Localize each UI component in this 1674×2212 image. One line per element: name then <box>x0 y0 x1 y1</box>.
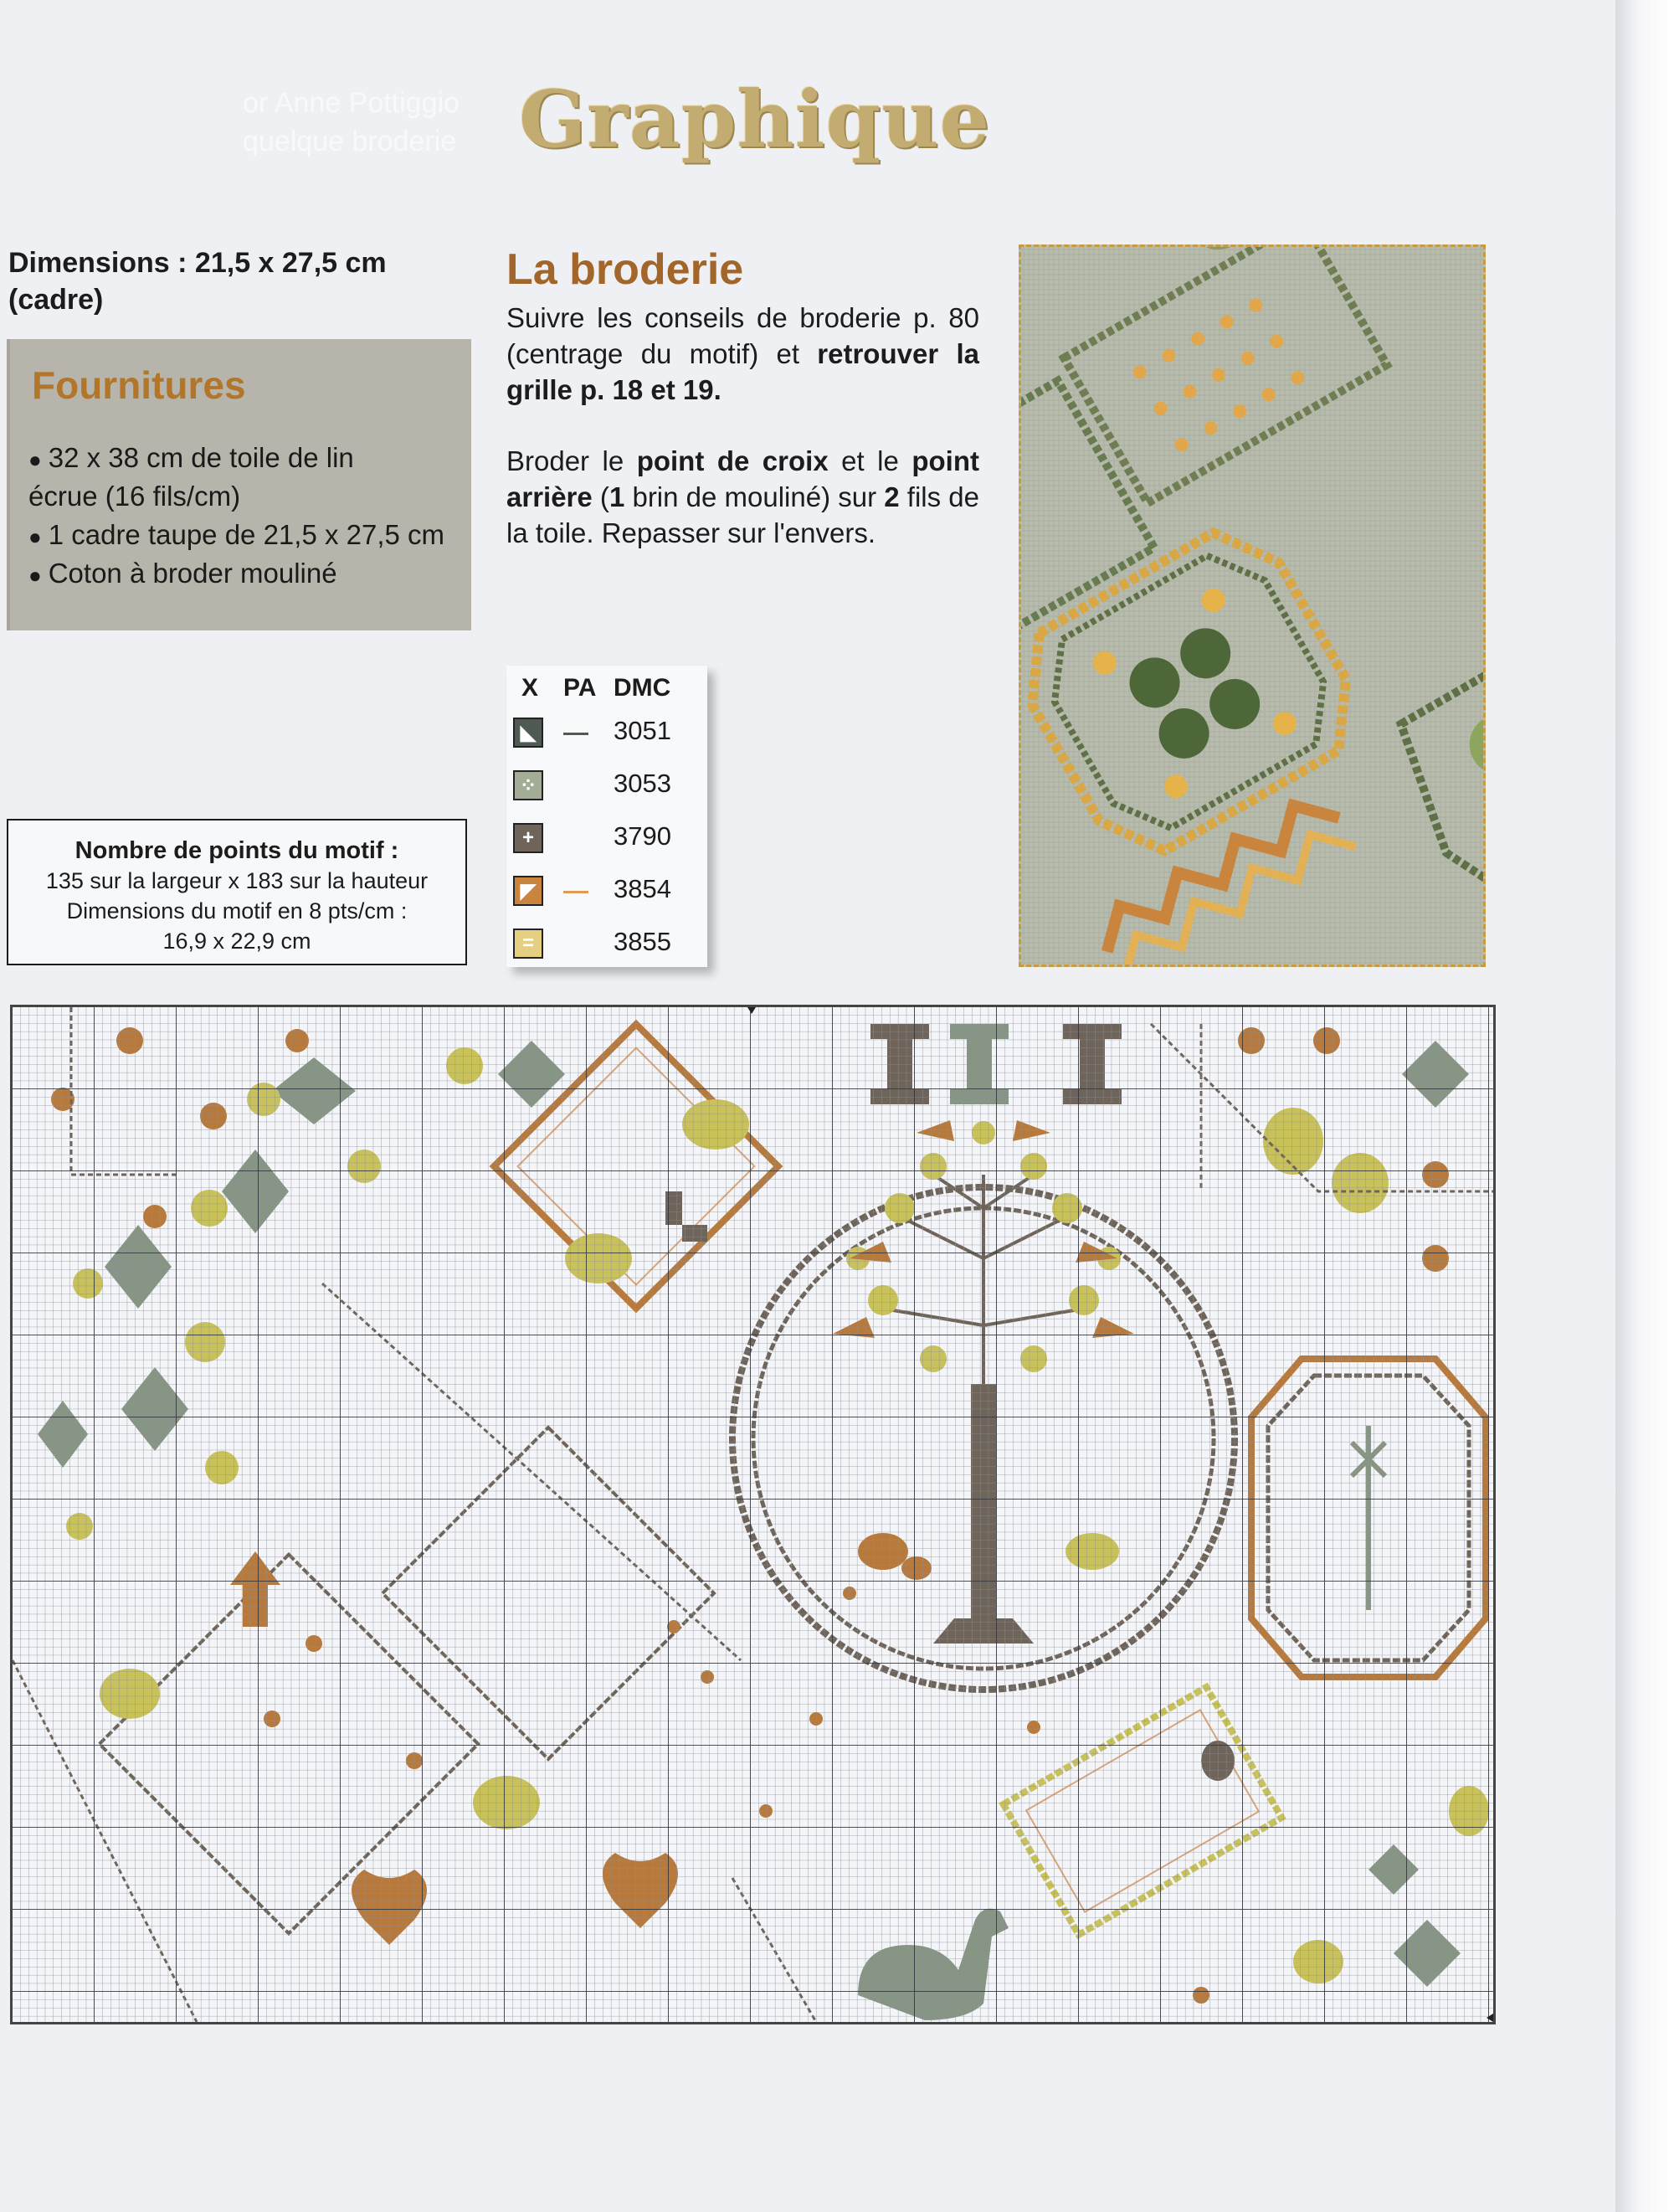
key-row <box>506 866 707 916</box>
stitch-count-box: Nombre de points du motif : 135 sur la largeur x 183 sur la hauteur Dimensions du motif en 8 pts/cm : 16,9 x 22,9 cm <box>7 819 467 965</box>
color-swatch-icon: ⁘ <box>513 770 543 800</box>
color-swatch-icon: = <box>513 929 543 959</box>
photo-illustration <box>1021 247 1483 965</box>
dmc-number: 3051 <box>614 716 671 745</box>
dmc-number: 3854 <box>614 874 671 903</box>
page-title: Graphique <box>519 74 991 166</box>
bleed-through-text: or Anne Pottiggio quelque broderie <box>243 87 460 157</box>
key-row <box>506 918 707 969</box>
list-item: ● Coton à broder mouliné <box>28 555 480 594</box>
dmc-number: 3053 <box>614 769 671 798</box>
embroidery-paragraph-1: Suivre les conseils de broderie p. 80 (centrage du motif) et retrouver la grille p. 18 et 19. <box>506 302 979 405</box>
page-edge <box>1615 0 1674 2212</box>
key-header: X PA DMC <box>521 674 671 702</box>
dmc-number: 3855 <box>614 927 671 956</box>
embroidery-paragraph-2: Broder le point de croix et le point arrière (1 brin de mouliné) sur 2 fils de la toile. Repasser sur l'envers. <box>506 445 980 548</box>
key-row <box>506 760 707 810</box>
list-item: ● 1 cadre taupe de 21,5 x 27,5 cm <box>28 517 480 555</box>
list-item: ● 32 x 38 cm de toile de lin <box>28 440 480 478</box>
color-swatch-icon: + <box>513 823 543 853</box>
chart-grid <box>13 1007 1493 2022</box>
supplies-box <box>7 339 471 630</box>
supplies-heading: Fournitures <box>32 363 246 407</box>
color-key <box>506 666 707 967</box>
embroidery-section <box>506 244 979 551</box>
backstitch-line-icon <box>563 891 588 893</box>
list-item: écrue (16 fils/cm) <box>28 481 241 512</box>
color-swatch-icon: ◤ <box>513 876 543 906</box>
backstitch-line-icon <box>563 733 588 735</box>
key-row <box>506 707 707 758</box>
embroidery-heading: La broderie <box>506 245 744 294</box>
dimensions: Dimensions : 21,5 x 27,5 cm (cadre) <box>8 247 387 316</box>
key-row <box>506 813 707 863</box>
color-swatch-icon: ◣ <box>513 718 543 748</box>
cross-stitch-chart <box>10 1005 1496 2024</box>
supplies-list <box>28 440 480 594</box>
dmc-number: 3790 <box>614 821 671 851</box>
embroidery-photo <box>1019 244 1486 967</box>
